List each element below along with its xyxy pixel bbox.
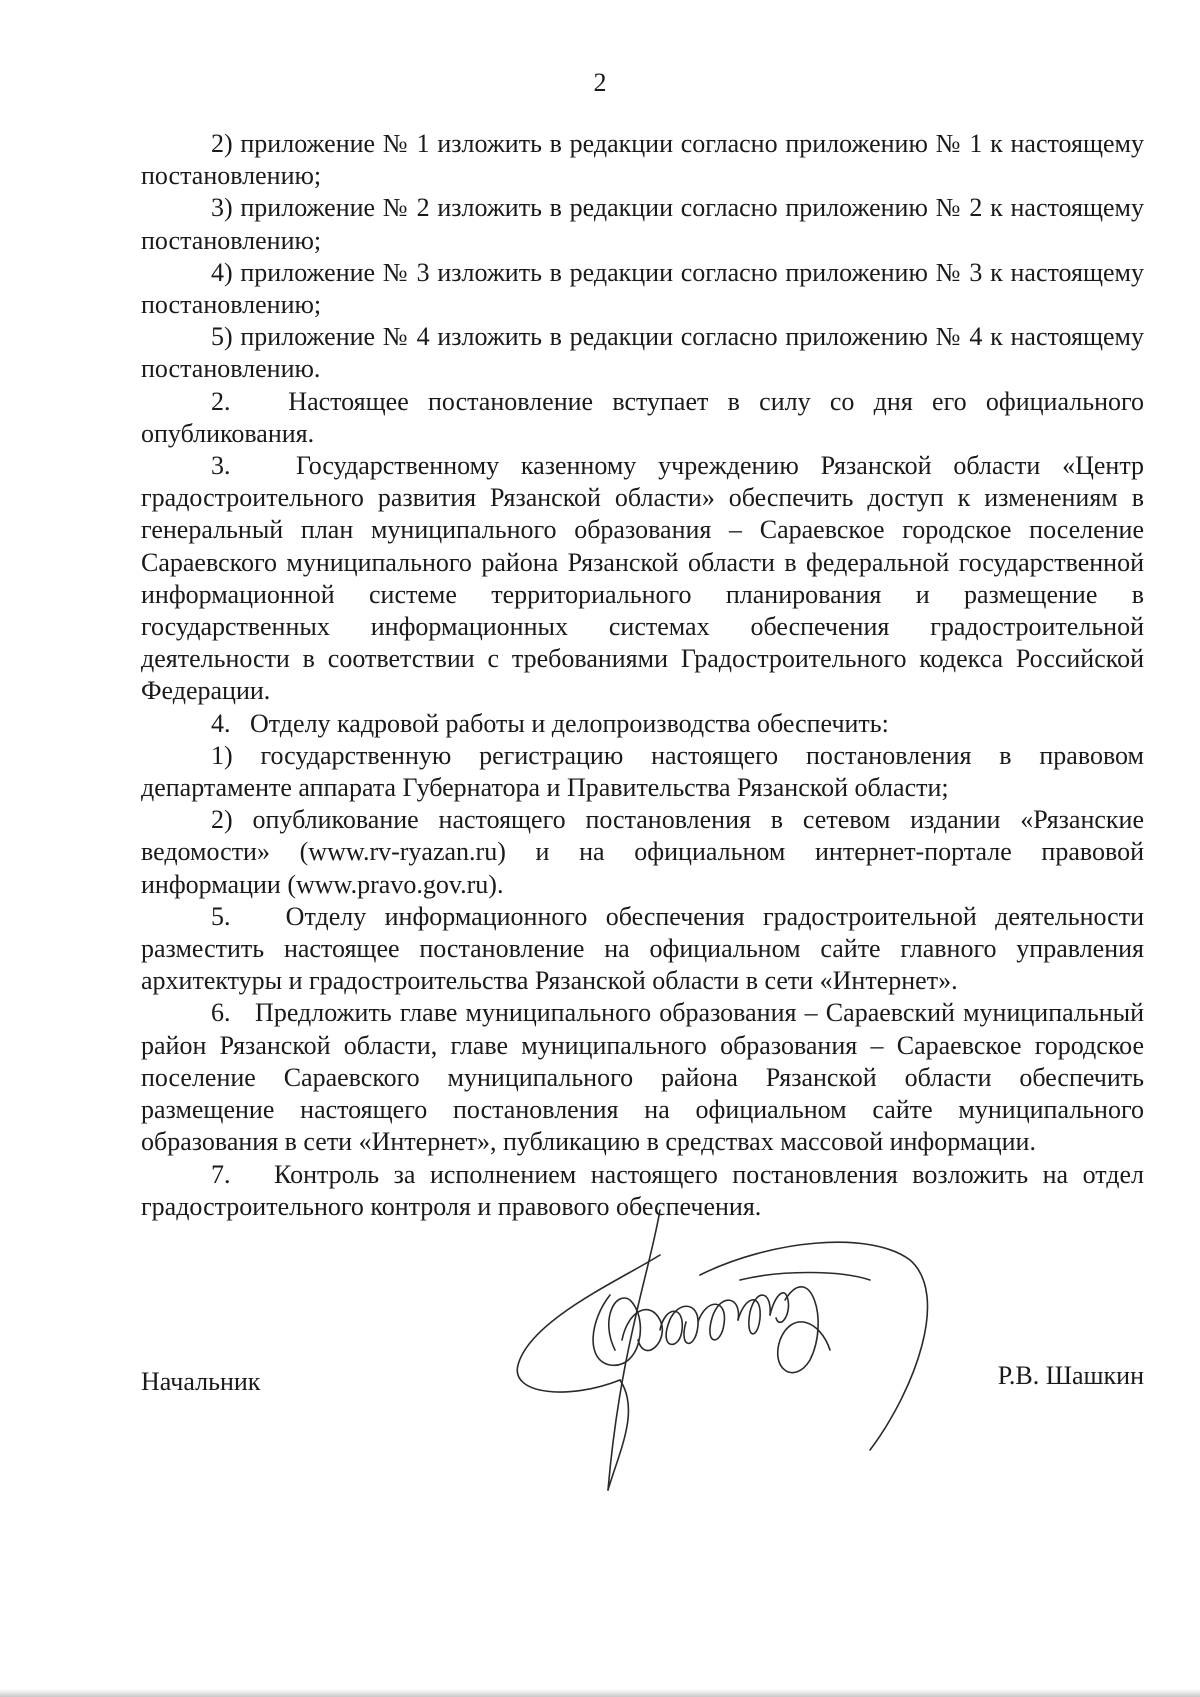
clause-6-proposal: 6. Предложить главе муниципального образования – Сараевский муниципальный район Рязанской области, главе муниципального образования – Сараевское городское поселение Сараевского муниципального района Рязанской области обеспечить размещение настоящего постановления на официальном сайте муниципального образования в сети «Интернет», публикацию в средствах массовой информации.: [141, 998, 1144, 1157]
list-item-appendix-4: 5) приложение № 4 изложить в редакции согласно приложению № 4 к настоящему постановлению.: [141, 322, 1144, 384]
clause-5-publication: 5. Отделу информационного обеспечения градостроительной деятельности разместить настоящее постановление на официальном сайте главного управления архитектуры и градостроительства Рязанской области в сети «Интернет».: [141, 901, 1144, 996]
page-number: 2: [593, 68, 607, 97]
clause-4-item-1: 1) государственную регистрацию настоящего постановления в правовом департаменте аппарата Губернатора и Правительства Рязанской области;: [141, 740, 1144, 803]
clause-4-item-2: 2) опубликование настоящего постановления в сетевом издании «Рязанские ведомости» (www.rv-ryazan.ru) и на официальном интернет-портале правовой информации (www.pravo.gov.ru).: [141, 805, 1144, 899]
list-item-appendix-1: 2) приложение № 1 изложить в редакции согласно приложению № 1 к настоящему постановлению;: [141, 129, 1144, 191]
document-body: [141, 128, 1144, 1223]
handwritten-signature: [510, 1200, 980, 1510]
clause-4-department: 4. Отделу кадровой работы и делопроизводства обеспечить:: [211, 708, 889, 738]
clause-3-access: 3. Государственному казенному учреждению Рязанской области «Центр градостроительного развития Рязанской области» обеспечить доступ к изменениям в генеральный план муниципального образования – Сараевское городское поселение Сараевского муниципального района Рязанской области в федеральной государственной информационной системе территориального планирования и размещение в государственных информационных системах обеспечения градостроительной деятельности в соответствии с требованиями Градостроительного кодекса Российской Федерации.: [141, 451, 1144, 706]
signatory-name: Р.В. Шашкин: [997, 1361, 1144, 1390]
signatory-position: Начальник: [141, 1367, 261, 1396]
list-item-appendix-3: 4) приложение № 3 изложить в редакции согласно приложению № 3 к настоящему постановлению;: [141, 257, 1144, 320]
list-item-appendix-2: 3) приложение № 2 изложить в редакции согласно приложению № 2 к настоящему постановлению;: [141, 193, 1144, 255]
clause-7-control: 7. Контроль за исполнением настоящего постановления возложить на отдел градостроительного контроля и правового обеспечения.: [141, 1159, 1144, 1221]
scan-bottom-edge: [0, 1689, 1200, 1697]
clause-2-effective-date: 2. Настоящее постановление вступает в силу со дня его официального опубликования.: [141, 386, 1144, 448]
signature-block: [141, 1361, 1144, 1406]
